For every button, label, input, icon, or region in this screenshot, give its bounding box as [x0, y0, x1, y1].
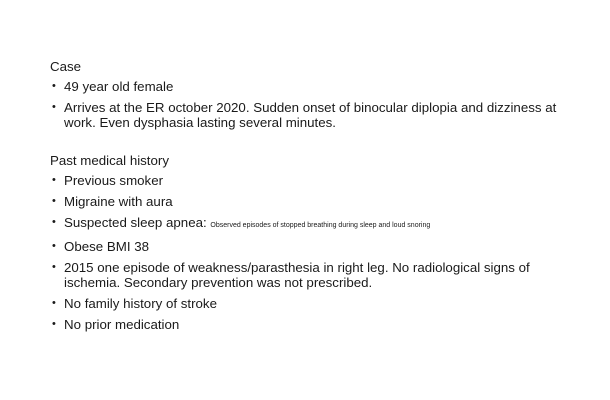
list-item	[50, 215, 570, 233]
history-heading: Past medical history	[50, 153, 169, 168]
list-item	[50, 317, 570, 332]
sleep-apnea-note: Observed episodes of stopped breathing during sleep and loud snoring	[210, 222, 431, 229]
list-item	[50, 296, 570, 311]
list-item	[50, 173, 570, 188]
history-obesity: Obese BMI 38	[64, 239, 149, 254]
case-age-sex: 49 year old female	[64, 79, 174, 94]
history-family: No family history of stroke	[64, 296, 217, 311]
history-medication: No prior medication	[64, 317, 180, 332]
case-presentation: Arrives at the ER october 2020. Sudden onset of binocular diplopia and dizziness at work. Even dysphasia lasting several minutes.	[64, 100, 557, 130]
bullet-icon: •	[52, 318, 56, 330]
case-section	[50, 58, 570, 130]
history-section	[50, 152, 570, 332]
history-migraine: Migraine with aura	[64, 194, 173, 209]
history-2015-episode: 2015 one episode of weakness/parasthesia in right leg. No radiological signs of ischemia. Secondary prevention was not prescribed.	[64, 260, 530, 290]
bullet-icon: •	[52, 195, 56, 207]
list-item	[50, 194, 570, 209]
case-list	[50, 79, 570, 130]
bullet-icon: •	[52, 240, 56, 252]
list-item	[50, 79, 570, 94]
history-list	[50, 173, 570, 332]
bullet-icon: •	[52, 80, 56, 92]
bullet-icon: •	[52, 101, 56, 113]
list-item	[50, 100, 570, 130]
history-smoker: Previous smoker	[64, 173, 164, 188]
list-item	[50, 260, 570, 290]
list-item	[50, 239, 570, 254]
bullet-icon: •	[52, 297, 56, 309]
bullet-icon: •	[52, 216, 56, 228]
bullet-icon: •	[52, 174, 56, 186]
history-sleep-apnea: Suspected sleep apnea:	[64, 215, 207, 230]
case-heading: Case	[50, 59, 82, 74]
bullet-icon: •	[52, 261, 56, 273]
